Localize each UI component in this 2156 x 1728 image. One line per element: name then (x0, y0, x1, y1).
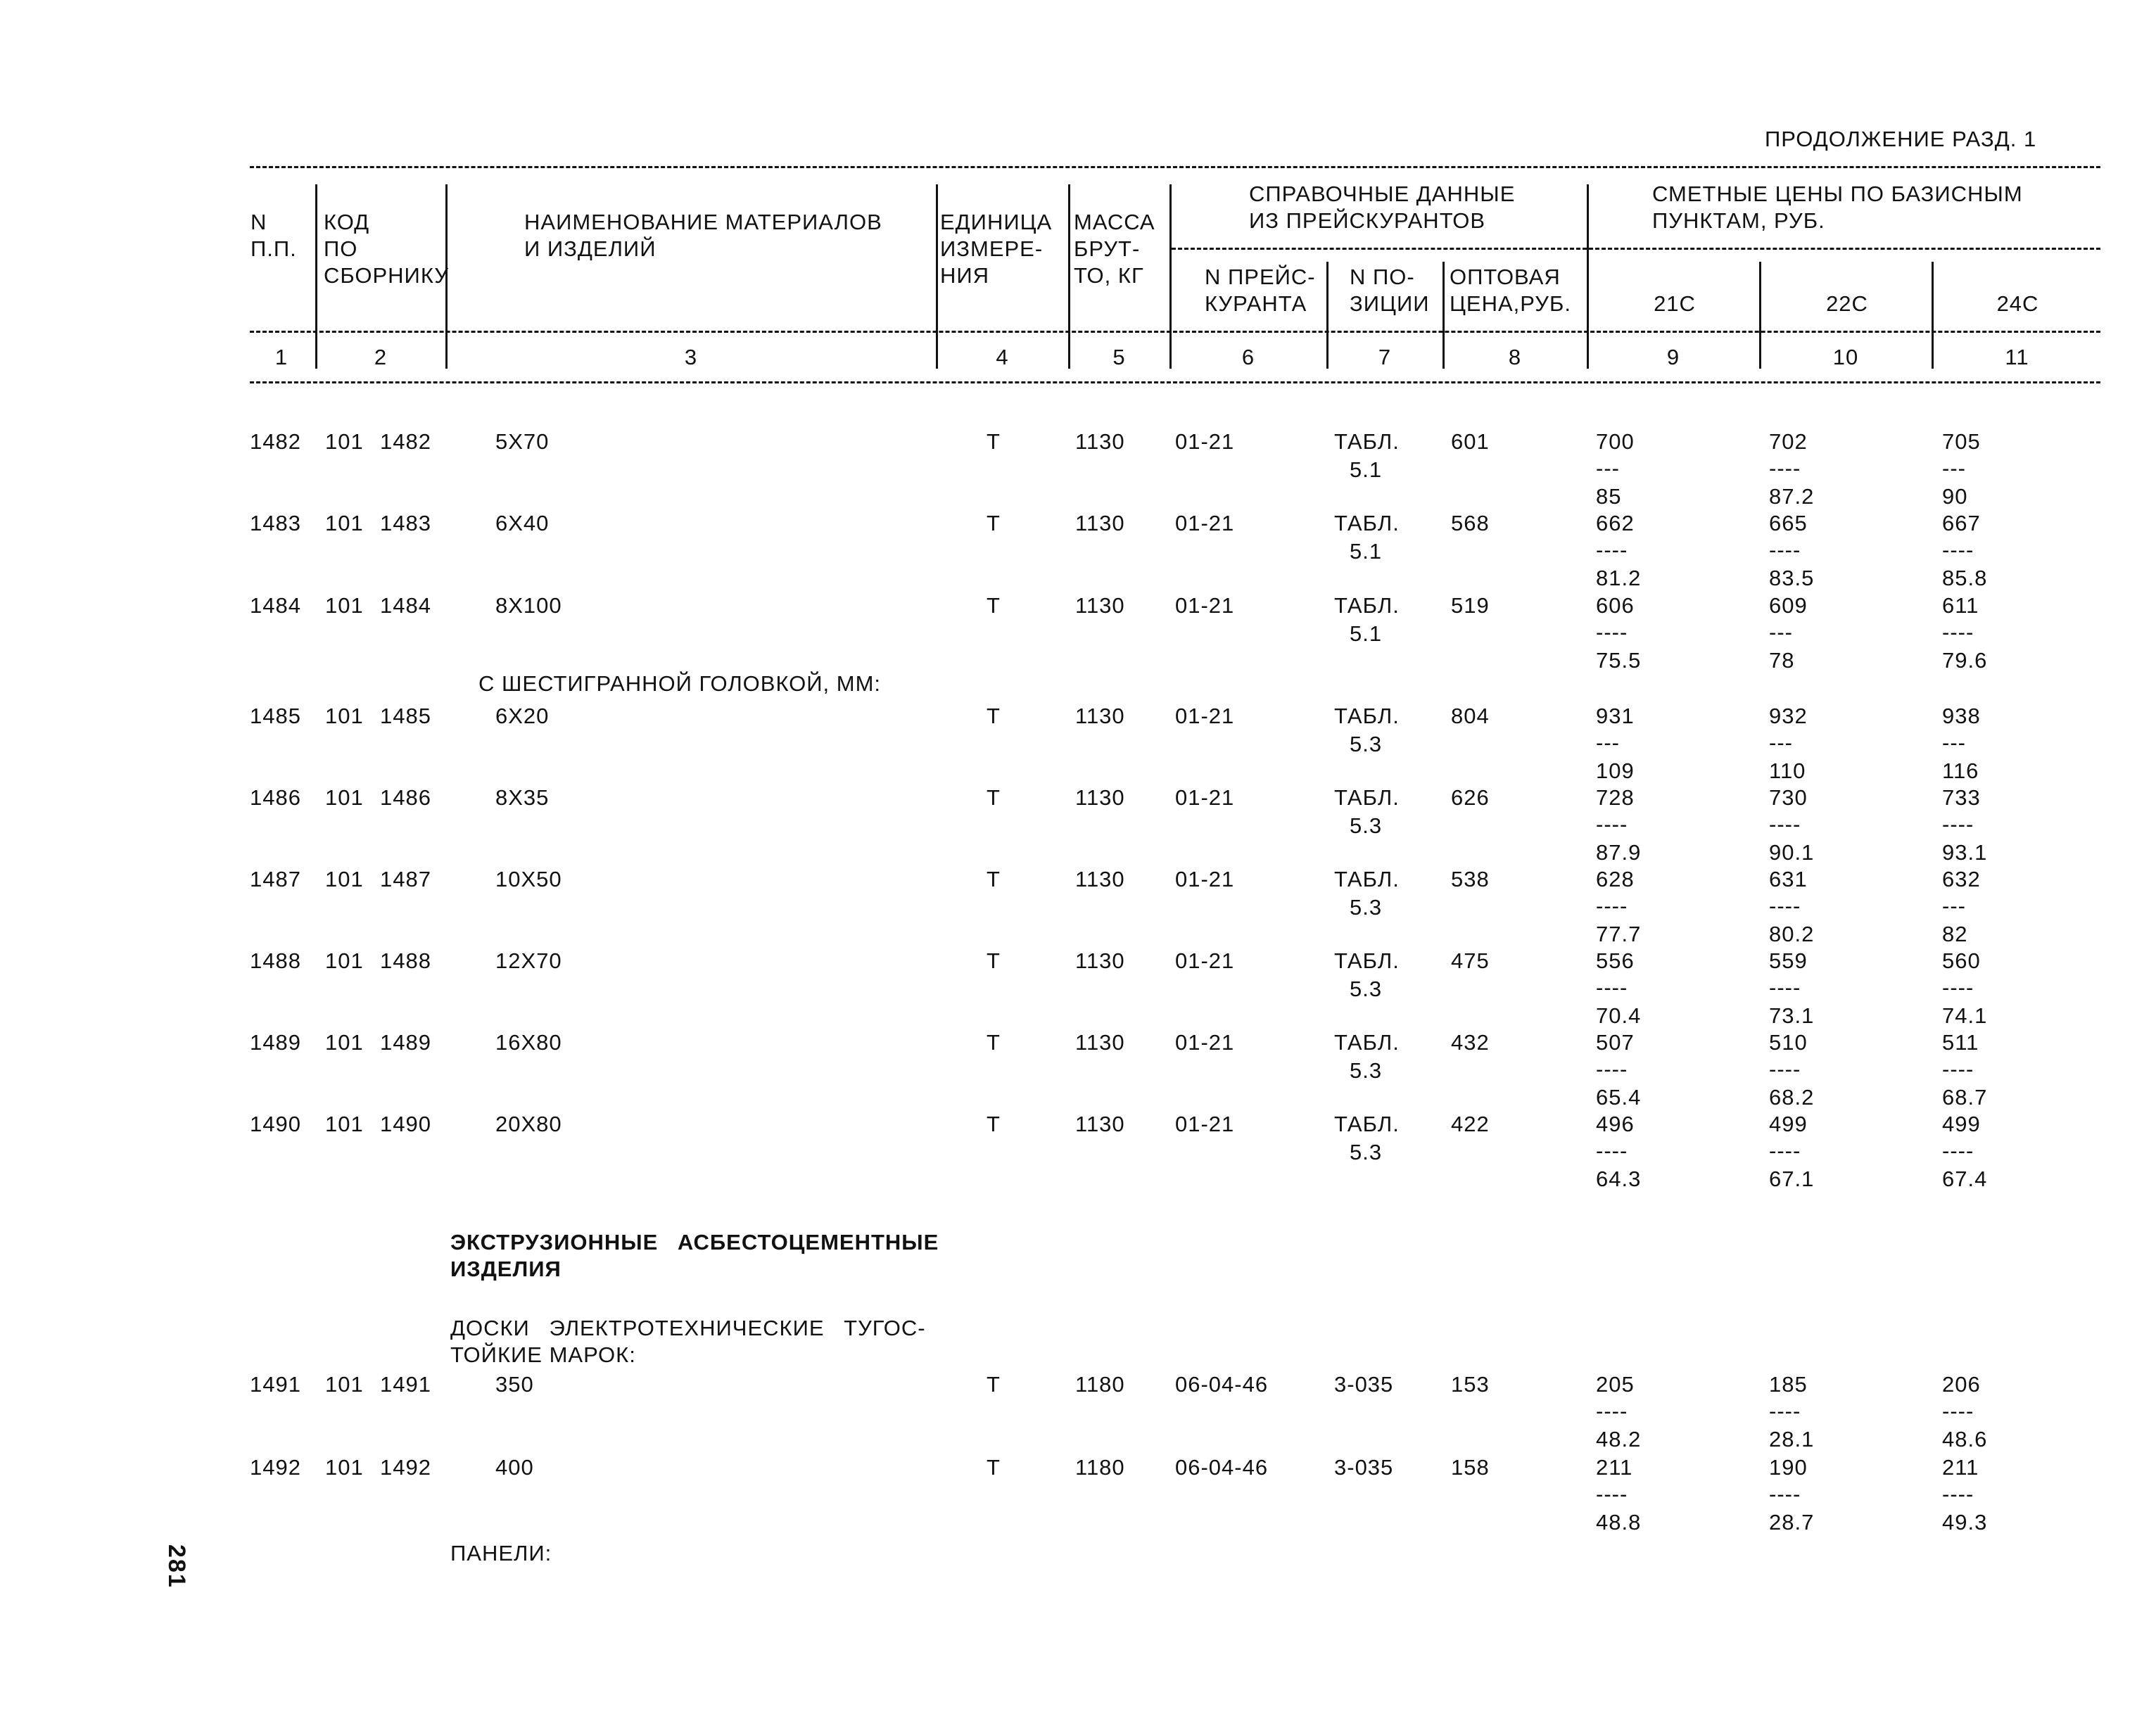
cell-price-21c-second: 81.2 (1596, 566, 1642, 590)
cell-num: 1489 (250, 1030, 301, 1055)
cell-price-21c: 606 (1596, 593, 1635, 618)
cell-price-24c: 938 (1942, 704, 1981, 728)
cell-price-21c-divider: ---- (1596, 1057, 1628, 1081)
cell-price-21c: 507 (1596, 1030, 1635, 1055)
header-bottom-rule (250, 381, 2100, 383)
cell-price-22c-divider: --- (1769, 730, 1793, 755)
cell-price-24c: 611 (1942, 593, 1979, 618)
cell-price-24c: 733 (1942, 785, 1981, 810)
cell-position: ТАБЛ. (1334, 593, 1400, 618)
header-top-rule (250, 166, 2100, 168)
cell-price-22c-divider: ---- (1769, 812, 1801, 837)
cell-price-22c-divider: ---- (1769, 1399, 1801, 1423)
section-hex-head: С ШЕСТИГРАННОЙ ГОЛОВКОЙ, ММ: (478, 671, 882, 696)
colnum-3: 3 (684, 345, 698, 369)
cell-position: ТАБЛ. (1334, 704, 1400, 728)
cell-position: ТАБЛ. (1334, 511, 1400, 535)
cell-price-21c-divider: ---- (1596, 1399, 1628, 1423)
cell-unit: Т (987, 785, 1001, 810)
cell-price-21c-second: 70.4 (1596, 1003, 1642, 1028)
colnum-9: 9 (1666, 345, 1680, 369)
cell-price-22c: 499 (1769, 1112, 1808, 1136)
cell-position: ТАБЛ. (1334, 948, 1400, 973)
cell-price-list: 01-21 (1175, 948, 1235, 973)
section-boards-line1: ДОСКИ ЭЛЕКТРОТЕХНИЧЕСКИЕ ТУГОС- (450, 1316, 926, 1340)
cell-wholesale-price: 422 (1451, 1112, 1490, 1136)
cell-mass: 1130 (1075, 511, 1125, 535)
cell-price-22c-second: 28.1 (1769, 1427, 1815, 1451)
header-col5-line3: ТО, КГ (1074, 263, 1144, 288)
cell-price-24c: 511 (1942, 1030, 1979, 1055)
cell-price-22c-second: 73.1 (1769, 1003, 1815, 1028)
cell-price-21c: 556 (1596, 948, 1635, 973)
cell-code-part1: 101 (325, 1030, 364, 1055)
cell-price-24c-divider: --- (1942, 730, 1966, 755)
cell-code-part1: 101 (325, 867, 364, 891)
cell-code-part1: 101 (325, 511, 364, 535)
cell-mass: 1130 (1075, 704, 1125, 728)
cell-price-list: 06-04-46 (1175, 1372, 1269, 1397)
cell-price-21c-second: 75.5 (1596, 648, 1642, 673)
cell-price-22c-divider: ---- (1769, 975, 1801, 1000)
colnum-7: 7 (1378, 345, 1392, 369)
cell-price-22c: 730 (1769, 785, 1808, 810)
cell-code-part2: 1482 (380, 429, 431, 454)
cell-position: ТАБЛ. (1334, 429, 1400, 454)
cell-price-22c-second: 90.1 (1769, 840, 1815, 865)
cell-price-21c-divider: --- (1596, 730, 1620, 755)
cell-price-21c-divider: ---- (1596, 1482, 1628, 1506)
cell-unit: Т (987, 1030, 1001, 1055)
cell-price-22c-divider: ---- (1769, 1057, 1801, 1081)
header-col6-line2: КУРАНТА (1205, 291, 1307, 316)
cell-wholesale-price: 158 (1451, 1455, 1490, 1480)
cell-code-part1: 101 (325, 948, 364, 973)
cell-position-line2: 5.1 (1350, 539, 1383, 564)
cell-price-22c-divider: ---- (1769, 1482, 1801, 1506)
cell-price-21c-second: 77.7 (1596, 922, 1642, 946)
cell-name: 12Х70 (495, 948, 562, 973)
header-col5-line2: БРУТ- (1074, 236, 1141, 261)
cell-position: ТАБЛ. (1334, 785, 1400, 810)
cell-price-24c: 705 (1942, 429, 1981, 454)
cell-name: 16Х80 (495, 1030, 562, 1055)
header-mid-rule (250, 331, 2100, 333)
cell-name: 10Х50 (495, 867, 562, 891)
cell-mass: 1130 (1075, 785, 1125, 810)
cell-price-21c-second: 48.8 (1596, 1510, 1642, 1535)
cell-name: 6Х40 (495, 511, 550, 535)
cell-price-21c-second: 65.4 (1596, 1085, 1642, 1110)
cell-num: 1483 (250, 511, 301, 535)
header-group1-line1: СПРАВОЧНЫЕ ДАННЫЕ (1249, 182, 1516, 206)
cell-price-22c-second: 67.1 (1769, 1167, 1815, 1191)
cell-num: 1490 (250, 1112, 301, 1136)
cell-price-21c-divider: ---- (1596, 620, 1628, 644)
section-extrusion-line2: ИЗДЕЛИЯ (450, 1257, 562, 1281)
cell-price-24c: 667 (1942, 511, 1981, 535)
separator (936, 184, 938, 369)
cell-num: 1486 (250, 785, 301, 810)
cell-unit: Т (987, 948, 1001, 973)
cell-price-21c-second: 64.3 (1596, 1167, 1642, 1191)
cell-num: 1492 (250, 1455, 301, 1480)
cell-name: 8Х35 (495, 785, 550, 810)
cell-name: 400 (495, 1455, 534, 1480)
cell-position-line2: 5.3 (1350, 1140, 1383, 1164)
cell-unit: Т (987, 1112, 1001, 1136)
header-col4-line2: ИЗМЕРЕ- (940, 236, 1044, 261)
section-panels: ПАНЕЛИ: (450, 1541, 552, 1565)
cell-unit: Т (987, 1455, 1001, 1480)
cell-price-21c: 496 (1596, 1112, 1635, 1136)
colnum-10: 10 (1832, 345, 1859, 369)
cell-mass: 1130 (1075, 593, 1125, 618)
cell-price-21c-second: 85 (1596, 484, 1622, 509)
cell-wholesale-price: 475 (1451, 948, 1490, 973)
cell-position-line2: 5.3 (1350, 732, 1383, 756)
header-col6-line1: N ПРЕЙС- (1205, 265, 1316, 289)
cell-wholesale-price: 568 (1451, 511, 1490, 535)
cell-price-24c-second: 82 (1942, 922, 1968, 946)
colnum-6: 6 (1241, 345, 1255, 369)
cell-num: 1488 (250, 948, 301, 973)
cell-position-line2: 5.3 (1350, 1058, 1383, 1083)
cell-price-24c-second: 90 (1942, 484, 1968, 509)
cell-mass: 1130 (1075, 1030, 1125, 1055)
cell-position: 3-035 (1334, 1455, 1394, 1480)
header-col4-line3: НИЯ (940, 263, 990, 288)
cell-price-22c: 665 (1769, 511, 1808, 535)
colnum-8: 8 (1508, 345, 1522, 369)
colnum-1: 1 (274, 345, 288, 369)
cell-price-22c-second: 78 (1769, 648, 1795, 673)
cell-price-24c-second: 49.3 (1942, 1510, 1988, 1535)
cell-position-line2: 5.3 (1350, 977, 1383, 1001)
header-col7-line1: N ПО- (1350, 265, 1415, 289)
separator (315, 184, 317, 369)
cell-price-24c: 632 (1942, 867, 1981, 891)
header-col9: 21С (1654, 291, 1696, 316)
cell-price-list: 01-21 (1175, 429, 1235, 454)
cell-price-22c: 609 (1769, 593, 1808, 618)
cell-position-line2: 5.3 (1350, 813, 1383, 838)
cell-price-24c-divider: ---- (1942, 1399, 1974, 1423)
colnum-11: 11 (2005, 345, 2029, 369)
cell-wholesale-price: 153 (1451, 1372, 1490, 1397)
cell-price-list: 01-21 (1175, 593, 1235, 618)
cell-price-list: 01-21 (1175, 1030, 1235, 1055)
cell-code-part1: 101 (325, 785, 364, 810)
cell-name: 5Х70 (495, 429, 550, 454)
header-col1-line1: N (251, 210, 267, 234)
continuation-label: ПРОДОЛЖЕНИЕ РАЗД. 1 (1765, 127, 2037, 151)
cell-price-22c-second: 110 (1769, 758, 1806, 783)
cell-code-part2: 1489 (380, 1030, 431, 1055)
colnum-4: 4 (996, 345, 1009, 369)
cell-price-21c-divider: ---- (1596, 812, 1628, 837)
cell-price-22c-second: 68.2 (1769, 1085, 1815, 1110)
cell-position: ТАБЛ. (1334, 867, 1400, 891)
header-col3-line2: И ИЗДЕЛИЙ (524, 236, 657, 261)
cell-price-22c: 559 (1769, 948, 1808, 973)
header-col4-line1: ЕДИНИЦА (940, 210, 1053, 234)
cell-price-22c-second: 83.5 (1769, 566, 1815, 590)
cell-price-21c: 628 (1596, 867, 1635, 891)
cell-wholesale-price: 519 (1451, 593, 1490, 618)
cell-price-24c-second: 93.1 (1942, 840, 1988, 865)
group1-rule (1172, 248, 1587, 250)
header-group2-line1: СМЕТНЫЕ ЦЕНЫ ПО БАЗИСНЫМ (1652, 182, 2023, 206)
cell-price-22c: 190 (1769, 1455, 1808, 1480)
header-col5-line1: МАССА (1074, 210, 1155, 234)
header-group1-line2: ИЗ ПРЕЙСКУРАНТОВ (1249, 208, 1486, 233)
colnum-2: 2 (374, 345, 388, 369)
colnum-5: 5 (1112, 345, 1126, 369)
cell-price-21c: 662 (1596, 511, 1635, 535)
cell-price-list: 01-21 (1175, 511, 1235, 535)
header-col7-line2: ЗИЦИИ (1350, 291, 1430, 316)
separator (1169, 184, 1172, 369)
header-col10: 22С (1826, 291, 1868, 316)
cell-price-22c: 510 (1769, 1030, 1808, 1055)
group2-rule (1589, 248, 2100, 250)
cell-price-21c: 700 (1596, 429, 1635, 454)
cell-wholesale-price: 626 (1451, 785, 1490, 810)
cell-price-24c: 206 (1942, 1372, 1981, 1397)
header-col2-line2: ПО (324, 236, 358, 261)
cell-mass: 1130 (1075, 1112, 1125, 1136)
section-extrusion-line1: ЭКСТРУЗИОННЫЕ АСБЕСТОЦЕМЕНТНЫЕ (450, 1230, 939, 1254)
cell-price-list: 01-21 (1175, 1112, 1235, 1136)
cell-position: 3-035 (1334, 1372, 1394, 1397)
cell-code-part1: 101 (325, 704, 364, 728)
separator (1587, 184, 1589, 369)
cell-code-part2: 1486 (380, 785, 431, 810)
cell-price-24c-divider: ---- (1942, 538, 1974, 562)
cell-num: 1482 (250, 429, 301, 454)
cell-wholesale-price: 432 (1451, 1030, 1490, 1055)
cell-code-part1: 101 (325, 1112, 364, 1136)
cell-price-22c-divider: --- (1769, 620, 1793, 644)
header-col8-line2: ЦЕНА,РУБ. (1450, 291, 1571, 316)
header-col1-line2: П.П. (251, 236, 297, 261)
cell-num: 1485 (250, 704, 301, 728)
cell-num: 1487 (250, 867, 301, 891)
cell-price-24c-divider: ---- (1942, 1057, 1974, 1081)
cell-price-22c-divider: ---- (1769, 894, 1801, 918)
cell-unit: Т (987, 867, 1001, 891)
header-group2-line2: ПУНКТАМ, РУБ. (1652, 208, 1825, 233)
cell-price-24c-second: 68.7 (1942, 1085, 1988, 1110)
cell-num: 1484 (250, 593, 301, 618)
cell-price-24c: 211 (1942, 1455, 1979, 1480)
cell-mass: 1180 (1075, 1455, 1125, 1480)
cell-price-22c-divider: ---- (1769, 538, 1801, 562)
cell-position-line2: 5.1 (1350, 457, 1383, 482)
cell-mass: 1130 (1075, 948, 1125, 973)
cell-price-24c-divider: --- (1942, 456, 1966, 481)
cell-position-line2: 5.1 (1350, 621, 1383, 646)
cell-price-22c: 932 (1769, 704, 1808, 728)
cell-code-part1: 101 (325, 593, 364, 618)
header-col2-line3: СБОРНИКУ (324, 263, 449, 288)
section-boards-line2: ТОЙКИЕ МАРОК: (450, 1342, 636, 1367)
cell-name: 350 (495, 1372, 534, 1397)
cell-price-22c: 702 (1769, 429, 1808, 454)
cell-position: ТАБЛ. (1334, 1030, 1400, 1055)
cell-price-list: 01-21 (1175, 867, 1235, 891)
cell-code-part2: 1488 (380, 948, 431, 973)
page-number: 281 (163, 1544, 190, 1589)
cell-price-24c-second: 67.4 (1942, 1167, 1988, 1191)
cell-code-part1: 101 (325, 1455, 364, 1480)
cell-code-part2: 1483 (380, 511, 431, 535)
cell-price-24c-second: 85.8 (1942, 566, 1988, 590)
cell-price-24c: 499 (1942, 1112, 1981, 1136)
cell-price-22c: 185 (1769, 1372, 1808, 1397)
cell-code-part2: 1487 (380, 867, 431, 891)
cell-price-22c-second: 80.2 (1769, 922, 1815, 946)
cell-price-21c: 205 (1596, 1372, 1635, 1397)
cell-code-part2: 1484 (380, 593, 431, 618)
separator (1068, 184, 1070, 369)
cell-price-21c: 211 (1596, 1455, 1633, 1480)
cell-price-list: 06-04-46 (1175, 1455, 1269, 1480)
cell-name: 6Х20 (495, 704, 550, 728)
header-col8-line1: ОПТОВАЯ (1450, 265, 1561, 289)
cell-price-24c-second: 74.1 (1942, 1003, 1988, 1028)
cell-mass: 1130 (1075, 867, 1125, 891)
cell-unit: Т (987, 704, 1001, 728)
cell-price-22c: 631 (1769, 867, 1808, 891)
cell-price-24c-divider: ---- (1942, 1138, 1974, 1163)
cell-price-21c: 728 (1596, 785, 1635, 810)
cell-price-24c-divider: --- (1942, 894, 1966, 918)
cell-price-21c-divider: ---- (1596, 894, 1628, 918)
cell-name: 8Х100 (495, 593, 562, 618)
header-col3-line1: НАИМЕНОВАНИЕ МАТЕРИАЛОВ (524, 210, 882, 234)
cell-price-24c-second: 116 (1942, 758, 1979, 783)
cell-price-21c-divider: --- (1596, 456, 1620, 481)
cell-price-21c-divider: ---- (1596, 975, 1628, 1000)
cell-price-22c-second: 28.7 (1769, 1510, 1815, 1535)
cell-code-part1: 101 (325, 429, 364, 454)
cell-code-part2: 1485 (380, 704, 431, 728)
cell-price-24c-divider: ---- (1942, 620, 1974, 644)
cell-price-22c-divider: ---- (1769, 1138, 1801, 1163)
cell-price-24c-divider: ---- (1942, 812, 1974, 837)
cell-price-21c: 931 (1596, 704, 1635, 728)
cell-unit: Т (987, 511, 1001, 535)
cell-price-24c-second: 48.6 (1942, 1427, 1988, 1451)
cell-price-21c-second: 87.9 (1596, 840, 1642, 865)
cell-price-22c-second: 87.2 (1769, 484, 1815, 509)
cell-name: 20Х80 (495, 1112, 562, 1136)
cell-price-24c-divider: ---- (1942, 1482, 1974, 1506)
cell-wholesale-price: 804 (1451, 704, 1490, 728)
cell-wholesale-price: 538 (1451, 867, 1490, 891)
cell-mass: 1180 (1075, 1372, 1125, 1397)
cell-unit: Т (987, 429, 1001, 454)
cell-unit: Т (987, 593, 1001, 618)
cell-code-part2: 1490 (380, 1112, 431, 1136)
cell-code-part1: 101 (325, 1372, 364, 1397)
cell-price-24c: 560 (1942, 948, 1981, 973)
header-col11: 24С (1996, 291, 2039, 316)
cell-mass: 1130 (1075, 429, 1125, 454)
cell-unit: Т (987, 1372, 1001, 1397)
cell-price-24c-second: 79.6 (1942, 648, 1988, 673)
cell-price-21c-second: 109 (1596, 758, 1635, 783)
cell-price-list: 01-21 (1175, 785, 1235, 810)
cell-position: ТАБЛ. (1334, 1112, 1400, 1136)
cell-code-part2: 1491 (380, 1372, 431, 1397)
cell-position-line2: 5.3 (1350, 895, 1383, 920)
cell-code-part2: 1492 (380, 1455, 431, 1480)
cell-num: 1491 (250, 1372, 301, 1397)
cell-price-21c-second: 48.2 (1596, 1427, 1642, 1451)
cell-price-22c-divider: ---- (1769, 456, 1801, 481)
header-col2-line1: КОД (324, 210, 370, 234)
cell-price-21c-divider: ---- (1596, 538, 1628, 562)
cell-price-list: 01-21 (1175, 704, 1235, 728)
cell-price-24c-divider: ---- (1942, 975, 1974, 1000)
cell-price-21c-divider: ---- (1596, 1138, 1628, 1163)
cell-wholesale-price: 601 (1451, 429, 1490, 454)
